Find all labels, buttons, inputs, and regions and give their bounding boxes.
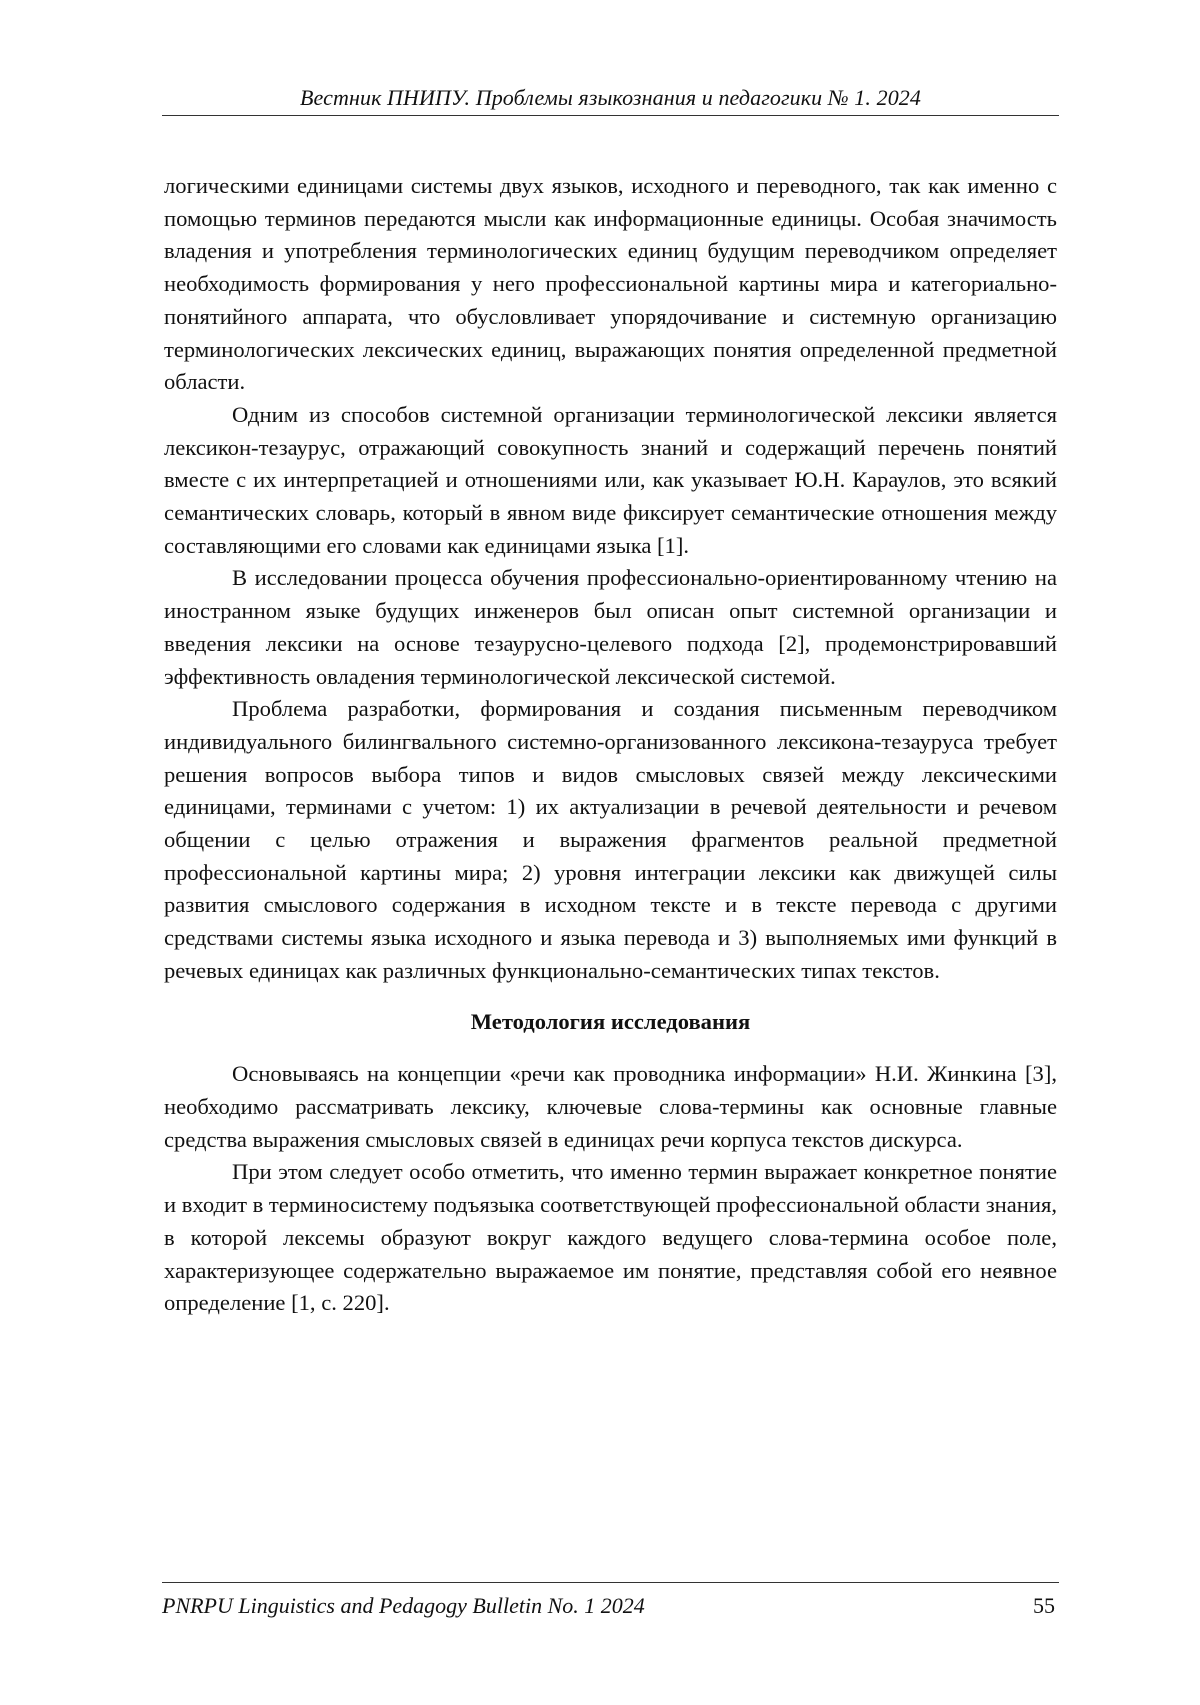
running-footer: PNRPU Linguistics and Pedagogy Bulletin No. 1 2024 bbox=[162, 1593, 645, 1618]
section-heading: Методология исследования bbox=[470, 1008, 751, 1034]
article-body bbox=[164, 170, 1057, 1320]
paragraph: Одним из способов системной организации терминологической лексики является лексикон-тезаурус, отражающий совокупность знаний и содержащий перечень понятий вместе с их интерпретацией и отношениями или, как указывает Ю.Н. Караулов, это всякий семантических словарь, который в явном виде фиксирует семантические отношения между составляющими его словами как единицами языка [1]. bbox=[164, 401, 1057, 558]
running-header: Вестник ПНИПУ. Проблемы языкознания и педагогики № 1. 2024 bbox=[299, 85, 921, 110]
paragraph: Проблема разработки, формирования и создания письменным переводчиком индивидуального билингвального системно-организованного лексикона-тезауруса требует решения вопросов выбора типов и видов смысловых связей между лексическими единицами, терминами с учетом: 1) их актуализации в речевой деятельности и речевом общении с целью отражения и выражения фрагментов реальной предметной профессиональной картины мира; 2) уровня интеграции лексики как движущей силы развития смыслового содержания в исходном тексте и в тексте перевода с другими средствами системы языка исходного и языка перевода и 3) выполняемых ими функций в речевых единицах как различных функционально-семантических типах текстов. bbox=[164, 696, 1057, 983]
paragraph: Основываясь на концепции «речи как проводника информации» Н.И. Жинкина [3], необходимо рассматривать лексику, ключевые слова-термины как основные главные средства выражения смысловых связей в единицах речи корпуса текстов дискурса. bbox=[164, 1061, 1057, 1152]
page-number: 55 bbox=[1033, 1593, 1055, 1618]
paragraph: В исследовании процесса обучения профессионально-ориентированному чтению на иностранном языке будущих инженеров был описан опыт системной организации и введения лексики на основе тезаурусно-целевого подхода [2], продемонстрировавший эффективность овладения терминологической лексической системой. bbox=[164, 565, 1057, 689]
paragraph: При этом следует особо отметить, что именно термин выражает конкретное понятие и входит в терминосистему подъязыка соответствующей профессиональной области знания, в которой лексемы образуют вокруг каждого ведущего слова-термина особое поле, характеризующее содержательно выражаемое им понятие, представляя собой его неявное определение [1, с. 220]. bbox=[164, 1159, 1058, 1316]
header-rule bbox=[162, 115, 1059, 116]
footer-rule bbox=[162, 1582, 1059, 1583]
paragraph-continuation: логическими единицами системы двух языков, исходного и переводного, так как именно с помощью терминов передаются мысли как информационные единицы. Особая значимость владения и употребления терминологических единиц будущим переводчиком определяет необходимость формирования у него профессиональной картины мира и категориально-понятийного аппарата, что обусловливает упорядочивание и системную организацию терминологических лексических единиц, выражающих понятия определенной предметной области. bbox=[164, 173, 1057, 395]
